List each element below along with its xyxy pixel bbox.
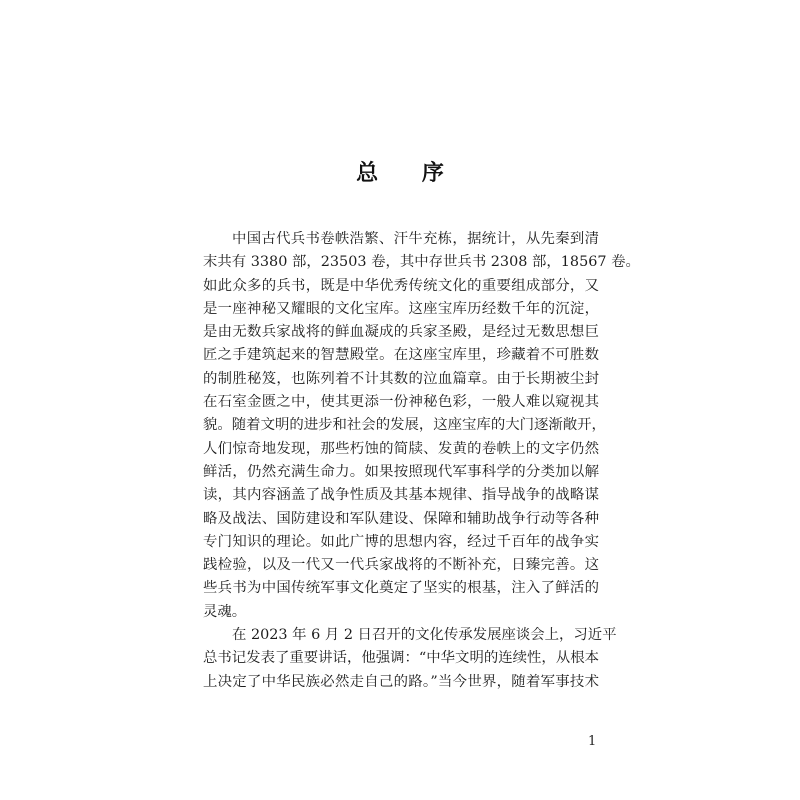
text-line: 是一座神秘又耀眼的文化宝库。这座宝库历经数千年的沉淀， bbox=[203, 300, 599, 317]
text-line: 中国古代兵书卷帙浩繁、汗牛充栋，据统计，从先秦到清 bbox=[232, 231, 599, 247]
text-line: 如此众多的兵书，既是中华优秀传统文化的重要组成部分，又 bbox=[203, 277, 599, 294]
text-line: 在 2023 年 6 月 2 日召开的文化传承发展座谈会上，习近平 bbox=[232, 627, 617, 644]
text-line: 读，其内容涵盖了战争性质及其基本规律、指导战争的战略谋 bbox=[203, 487, 599, 504]
text-line: 鲜活，仍然充满生命力。如果按照现代军事科学的分类加以解 bbox=[203, 463, 599, 480]
text-line: 专门知识的理论。如此广博的思想内容，经过千百年的战争实 bbox=[203, 533, 599, 550]
text-line: 在石室金匮之中，使其更添一份神秘色彩，一般人难以窥视其 bbox=[203, 394, 599, 411]
page-number: 1 bbox=[588, 734, 597, 749]
text-line: 是由无数兵家战将的鲜血凝成的兵家圣殿，是经过无数思想巨 bbox=[203, 324, 599, 341]
text-line: 灵魂。 bbox=[203, 603, 247, 620]
text-line: 匠之手建筑起来的智慧殿堂。在这座宝库里，珍藏着不可胜数 bbox=[203, 347, 599, 364]
text-line: 些兵书为中国传统军事文化奠定了坚实的根基，注入了鲜活的 bbox=[203, 580, 599, 597]
text-line: 末共有 3380 部，23503 卷，其中存世兵书 2308 部，18567 卷。 bbox=[203, 254, 640, 271]
text-line: 践检验，以及一代又一代兵家战将的不断补充，日臻完善。这 bbox=[203, 557, 599, 574]
text-line: 略及战法、国防建设和军队建设、保障和辅助战争行动等各种 bbox=[203, 510, 599, 527]
text-line: 的制胜秘笈，也陈列着不计其数的泣血篇章。由于长期被尘封 bbox=[203, 370, 599, 387]
body-text bbox=[203, 228, 640, 694]
page-title: 总 序 bbox=[356, 160, 462, 186]
text-line: 貌。随着文明的进步和社会的发展，这座宝库的大门逐渐敞开， bbox=[203, 417, 606, 434]
text-line: 总书记发表了重要讲话，他强调：“中华文明的连续性，从根本 bbox=[203, 650, 599, 667]
text-line: 人们惊奇地发现，那些朽蚀的简牍、发黄的卷帙上的文字仍然 bbox=[203, 440, 599, 457]
text-line: 上决定了中华民族必然走自己的路。”当今世界，随着军事技术 bbox=[203, 673, 599, 690]
